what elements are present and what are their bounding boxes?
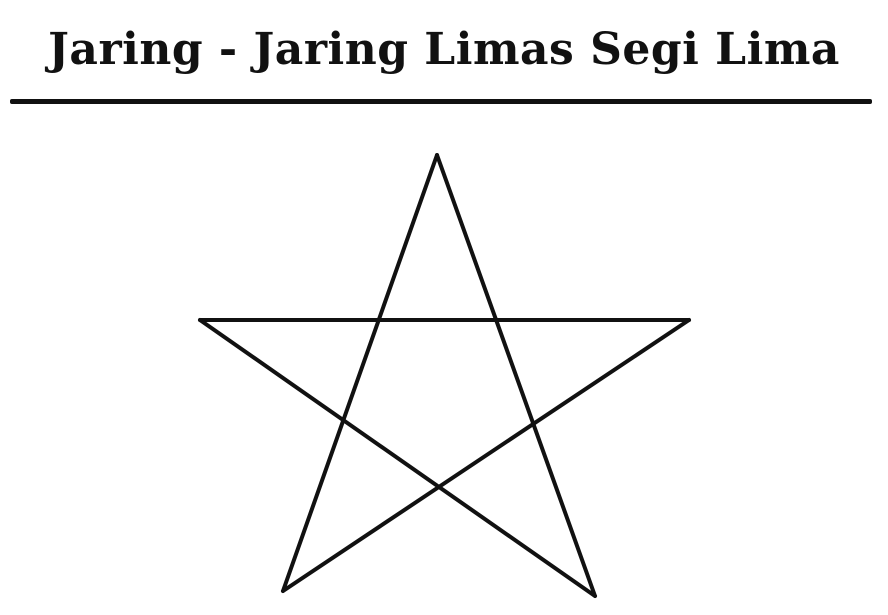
star-edge-bottom-left-to-right — [283, 320, 689, 591]
star-edge-top-to-bottom-left — [283, 155, 437, 591]
page-title: Jaring - Jaring Limas Segi Lima — [48, 24, 840, 75]
star-edge-bottom-right-to-top — [437, 155, 595, 596]
star-edge-left-to-bottom-right — [200, 320, 595, 596]
